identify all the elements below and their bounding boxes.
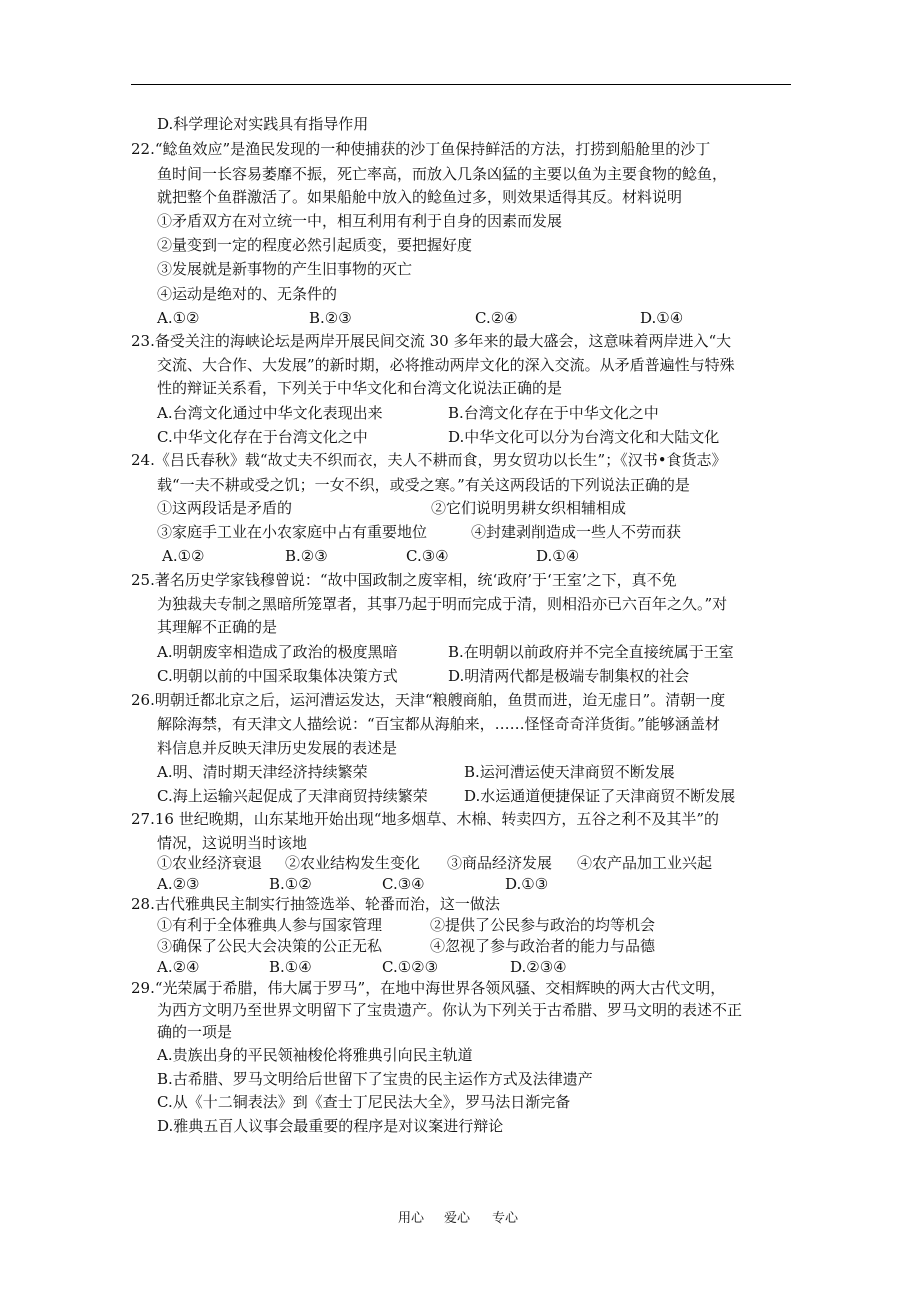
option-d: D.中华文化可以分为台湾文化和大陆文化 bbox=[448, 428, 720, 446]
option-c: C.明朝以前的中国采取集体决策方式 bbox=[157, 667, 398, 685]
option-b: B.②③ bbox=[285, 547, 328, 565]
statement-line: ①矛盾双方在对立统一中，相互利用有利于自身的因素而发展 bbox=[157, 212, 563, 230]
option-d: D.②③④ bbox=[510, 958, 567, 976]
question-stem-line: 情况，这说明当时该地 bbox=[157, 834, 308, 852]
question-stem-line: 24.《吕氏春秋》载“故丈夫不织而衣，夫人不耕而食，男女贸功以长生”；《汉书•食货志》 bbox=[131, 451, 727, 469]
option-d: D.①④ bbox=[536, 547, 580, 565]
option-d: D.雅典五百人议事会最重要的程序是对议案进行辩论 bbox=[157, 1117, 504, 1135]
option-a: A.明朝废宰相造成了政治的极度黑暗 bbox=[157, 643, 398, 661]
question-stem-line: 26.明朝迁都北京之后，运河漕运发达，天津“粮艘商舶，鱼贯而进，迨无虚日”。清朝一度 bbox=[131, 691, 726, 709]
option-a: A.明、清时期天津经济持续繁荣 bbox=[157, 763, 368, 781]
statement-4: ④封建剥削造成一些人不劳而获 bbox=[471, 523, 682, 541]
question-stem-line: 解除海禁，有天津文人描绘说：“百宝都从海舶来，……怪怪奇奇洋货街。”能够涵盖材 bbox=[157, 715, 720, 733]
option-d: D.①④ bbox=[640, 309, 684, 327]
option-a: A.②③ bbox=[157, 875, 200, 893]
statement-1: ①有利于全体雅典人参与国家管理 bbox=[157, 916, 383, 934]
statement-3: ③确保了公民大会决策的公正无私 bbox=[157, 937, 383, 955]
option-c: C.①②③ bbox=[382, 958, 439, 976]
question-stem-line: 性的辩证关系看，下列关于中华文化和台湾文化说法正确的是 bbox=[157, 379, 563, 397]
statement-2: ②农业结构发生变化 bbox=[285, 854, 421, 872]
option-c: C.海上运输兴起促成了天津商贸持续繁荣 bbox=[157, 787, 428, 805]
footer-text: 专心 bbox=[492, 1211, 519, 1226]
footer-text: 用心 bbox=[398, 1211, 425, 1226]
option-c: C.③④ bbox=[406, 547, 449, 565]
option-b: B.②③ bbox=[309, 309, 352, 327]
option-a: A.①② bbox=[162, 547, 205, 565]
statement-line: ②量变到一定的程度必然引起质变，要把握好度 bbox=[157, 236, 473, 254]
statement-1: ①农业经济衰退 bbox=[157, 854, 263, 872]
question-stem-line: 29.“光荣属于希腊，伟大属于罗马”，在地中海世界各领风骚、交相辉映的两大古代文明， bbox=[131, 979, 726, 997]
statement-4: ④农产品加工业兴起 bbox=[577, 854, 713, 872]
option-c: C.从《十二铜表法》到《查士丁尼民法大全》，罗马法日渐完备 bbox=[157, 1093, 571, 1111]
option-b: B.①④ bbox=[269, 958, 312, 976]
question-stem-line: 为西方文明乃至世界文明留下了宝贵遗产。你认为下列关于古希腊、罗马文明的表述不正 bbox=[157, 1001, 743, 1019]
statement-3: ③家庭手工业在小农家庭中占有重要地位 bbox=[157, 523, 428, 541]
question-stem-line: 28.古代雅典民主制实行抽签选举、轮番而治，这一做法 bbox=[131, 895, 500, 913]
option-d: D.水运通道便捷保证了天津商贸不断发展 bbox=[464, 787, 736, 805]
option-b: B.台湾文化存在于中华文化之中 bbox=[448, 404, 659, 422]
option-d: D.①③ bbox=[505, 875, 549, 893]
option-c: C.③④ bbox=[382, 875, 425, 893]
question-stem-line: 就把整个鱼群激活了。如果船舱中放入的鲶鱼过多，则效果适得其反。材料说明 bbox=[157, 188, 683, 206]
question-stem-line: 鱼时间一长容易萎靡不振，死亡率高，而放入几条凶猛的主要以鱼为主要食物的鲶鱼， bbox=[157, 165, 728, 183]
option-line: D.科学理论对实践具有指导作用 bbox=[157, 115, 369, 133]
question-stem-line: 交流、大合作、大发展”的新时期，必将推动两岸文化的深入交流。从矛盾普遍性与特殊 bbox=[157, 356, 735, 374]
question-stem-line: 23.备受关注的海峡论坛是两岸开展民间交流 30 多年来的最大盛会，这意味着两岸进入“大 bbox=[131, 332, 732, 350]
option-c: C.中华文化存在于台湾文化之中 bbox=[157, 428, 368, 446]
statement-4: ④忽视了参与政治者的能力与品德 bbox=[430, 937, 656, 955]
option-a: A.①② bbox=[157, 309, 200, 327]
option-a: A.台湾文化通过中华文化表现出来 bbox=[157, 404, 383, 422]
question-stem-line: 27.16 世纪晚期，山东某地开始出现“地多烟草、木棉、转卖四方，五谷之利不及其半”的 bbox=[131, 810, 720, 828]
option-b: B.①② bbox=[269, 875, 312, 893]
option-d: D.明清两代都是极端专制集权的社会 bbox=[448, 667, 690, 685]
question-stem-line: 载“一夫不耕或受之饥；一女不织，或受之寒。”有关这两段话的下列说法正确的是 bbox=[157, 476, 690, 494]
question-stem-line: 确的一项是 bbox=[157, 1023, 233, 1041]
statement-1: ①这两段话是矛盾的 bbox=[157, 499, 293, 517]
statement-2: ②提供了公民参与政治的均等机会 bbox=[430, 916, 656, 934]
option-b: B.运河漕运使天津商贸不断发展 bbox=[464, 763, 675, 781]
statement-line: ③发展就是新事物的产生旧事物的灭亡 bbox=[157, 260, 413, 278]
statement-line: ④运动是绝对的、无条件的 bbox=[157, 285, 338, 303]
question-stem-line: 22.“鲶鱼效应”是渔民发现的一种使捕获的沙丁鱼保持鲜活的方法，打捞到船舱里的沙丁 bbox=[131, 140, 711, 158]
question-stem-line: 料信息并反映天津历史发展的表述是 bbox=[157, 739, 398, 757]
option-a: A.②④ bbox=[157, 958, 200, 976]
option-b: B.在明朝以前政府并不完全直接统属于王室 bbox=[448, 643, 734, 661]
option-b: B.古希腊、罗马文明给后世留下了宝贵的民主运作方式及法律遗产 bbox=[157, 1070, 593, 1088]
option-c: C.②④ bbox=[475, 309, 518, 327]
statement-3: ③商品经济发展 bbox=[447, 854, 553, 872]
footer-text: 爱心 bbox=[444, 1211, 471, 1226]
header-rule bbox=[131, 84, 791, 85]
question-stem-line: 25.著名历史学家钱穆曾说：“故中国政制之废宰相，统‘政府’于‘王室’之下，真不免 bbox=[131, 571, 677, 589]
question-stem-line: 其理解不正确的是 bbox=[157, 618, 278, 636]
statement-2: ②它们说明男耕女织相辅相成 bbox=[431, 499, 627, 517]
question-stem-line: 为独裁夫专制之黑暗所笼罩者，其事乃起于明而完成于清，则相沿亦已六百年之久。”对 bbox=[157, 595, 728, 613]
option-a: A.贵族出身的平民领袖梭伦将雅典引向民主轨道 bbox=[157, 1046, 473, 1064]
